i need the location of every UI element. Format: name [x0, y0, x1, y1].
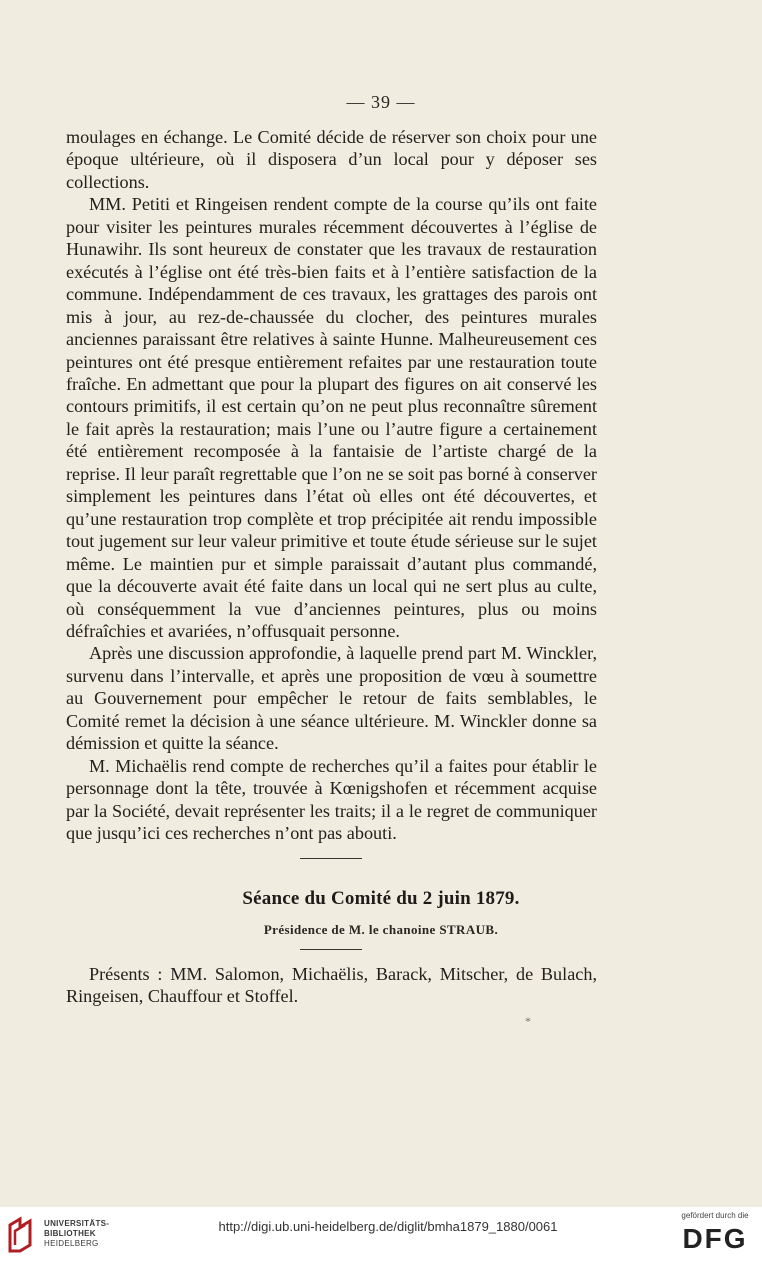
university-library-logo-icon [6, 1215, 36, 1255]
permalink-url[interactable]: http://digi.ub.uni-heidelberg.de/diglit/bmha1879_1880/0061 [218, 1219, 558, 1234]
paragraph: Après une discussion approfondie, à laquelle prend part M. Winckler, survenu dans l’intervalle, et après une proposition de vœu à soumettre au Gouvernement pour empêcher le retour de faits semblables, le Comité remet la décision à une séance ultérieure. M. Winckler donne sa démission et quitte la séance. [66, 643, 597, 754]
funded-by-label: gefördert durch die [681, 1211, 749, 1220]
section-title: Séance du Comité du 2 juin 1879. [242, 888, 520, 909]
institution-name [44, 1219, 109, 1249]
attendees-block [66, 963, 597, 1008]
institution-line: UNIVERSITÄTS- [44, 1219, 110, 1228]
paragraph: M. Michaëlis rend compte de recherches qu’il a faites pour établir le personnage dont la tête, trouvée à Kœnigshofen et récemment acquise par la Société, devait représenter les traits; il a le regret de communiquer que jusqu’ici ces recherches n’ont pas abouti. [66, 755, 597, 844]
subtitle-divider [300, 949, 362, 950]
page-number: — 39 — [346, 92, 416, 112]
body-text [66, 126, 597, 845]
section-subtitle: Présidence de M. le chanoine STRAUB. [263, 922, 499, 937]
viewer-footer [0, 1207, 762, 1261]
institution-line: BIBLIOTHEK [44, 1229, 96, 1238]
section-divider [300, 858, 362, 859]
institution-line: HEIDELBERG [44, 1239, 99, 1248]
asterisk-mark: * [525, 1014, 531, 1028]
dfg-logo: DFG [682, 1223, 748, 1254]
attendees-list: Présents : MM. Salomon, Michaëlis, Barack, Mitscher, de Bulach, Ringeisen, Chauffour et Stoffel. [66, 964, 597, 1007]
paragraph: MM. Petiti et Ringeisen rendent compte de la course qu’ils ont faite pour visiter les peintures murales récemment découvertes à l’église de Hunawihr. Ils sont heureux de constater que les travaux de restauration exécutés à l’église ont été très-bien faits et à l’entière satisfaction de la commune. Indépendamment de ces travaux, les grattages des parois ont mis à jour, au rez-de-chaussée du clocher, des peintures murales anciennes paraissant être relatives à sainte Hunne. Malheureusement ces peintures ont été presque entièrement refaites par une restauration toute fraîche. En admettant que pour la plupart des figures on ait conservé les contours primitifs, il est certain qu’on ne peut plus reconnaître sûrement le fait après la restauration; mais l’une ou l’autre figure a certainement été entièrement recomposée à la fantaisie de l’artiste chargé de la reprise. Il leur paraît regrettable que l’on ne se soit pas borné à conserver simplement les peintures dans l’état où elles ont été découvertes, et qu’une restauration trop complète et trop précipitée ait rendu impossible tout jugement sur leur valeur primitive et toute étude sérieuse sur le sujet même. Le maintien pur et simple paraissait d’autant plus commandé, que la découverte avait été faite dans un local qui ne sert plus au culte, où conséquemment la vue d’anciennes peintures, plus ou moins défraîchies et avariées, n’offusquait personne. [66, 194, 597, 641]
paragraph: moulages en échange. Le Comité décide de réserver son choix pour une époque ultérieure, où il disposera d’un local pour y déposer ses collections. [66, 127, 597, 192]
